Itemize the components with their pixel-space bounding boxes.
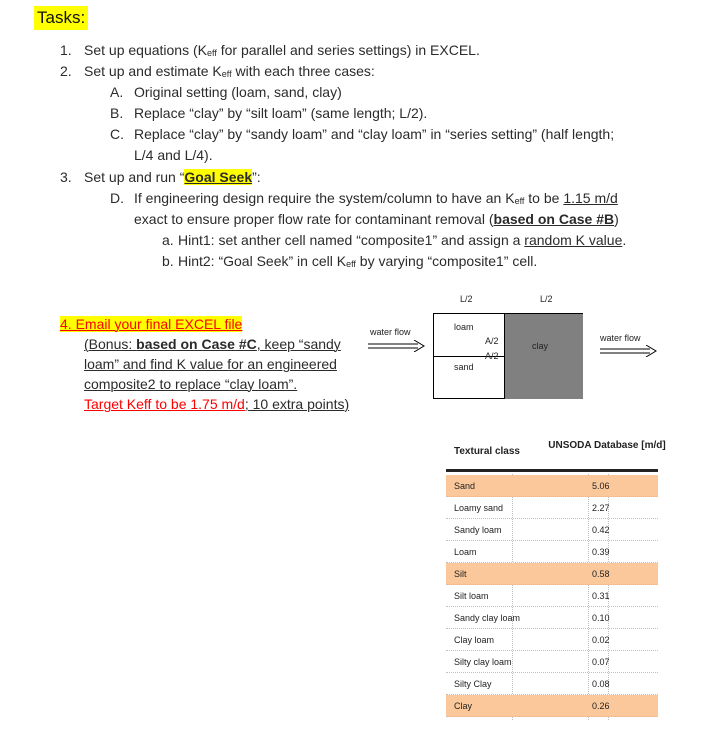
table-row bbox=[446, 519, 658, 541]
clay-block bbox=[504, 314, 583, 399]
case-a-num: A. bbox=[110, 84, 124, 100]
water-flow-in-arrow-icon bbox=[368, 340, 426, 352]
hint-1-post: . bbox=[622, 232, 627, 248]
case-d-cont bbox=[134, 209, 619, 229]
textural-class-cell: Loamy sand bbox=[454, 503, 504, 513]
case-c-cont: L/4 and L/4). bbox=[134, 147, 213, 163]
hint-2-num: b. bbox=[162, 253, 174, 269]
textural-class-cell: Silty clay loam bbox=[454, 657, 512, 667]
bonus-based-on-c: based on Case #C bbox=[136, 336, 257, 352]
table-row bbox=[446, 497, 658, 519]
case-d bbox=[110, 188, 618, 211]
label-clay: clay bbox=[532, 341, 549, 351]
hint-2 bbox=[162, 251, 537, 274]
task-3-num: 3. bbox=[60, 169, 72, 185]
bonus-line-1 bbox=[60, 334, 380, 354]
label-area-bottom: A/2 bbox=[485, 351, 499, 361]
tasks-heading: Tasks: bbox=[34, 6, 88, 30]
table-row bbox=[446, 673, 658, 695]
case-d-sub: eff bbox=[514, 196, 525, 206]
task-3 bbox=[60, 167, 261, 187]
textural-class-cell: Silty Clay bbox=[454, 679, 492, 689]
header-textural-class: Textural class bbox=[454, 446, 520, 457]
textural-class-cell: Silt bbox=[454, 569, 467, 579]
task-2 bbox=[60, 61, 375, 84]
task-1-sub: eff bbox=[206, 48, 217, 58]
table-row bbox=[446, 695, 658, 717]
conductivity-value-cell: 2.27 bbox=[592, 503, 610, 513]
target-keff-value: 1.15 m/d bbox=[563, 190, 618, 206]
case-b-text: Replace “clay” by “silt loam” (same length; L/2). bbox=[134, 105, 428, 121]
hint-2-post: by varying “composite1” cell. bbox=[355, 253, 538, 269]
conductivity-value-cell: 0.02 bbox=[592, 635, 610, 645]
water-flow-out-arrow-icon bbox=[600, 345, 658, 357]
bonus-block bbox=[60, 314, 380, 414]
task-2-num: 2. bbox=[60, 63, 72, 79]
task-3-pre: Set up and run “ bbox=[84, 169, 185, 185]
label-water-flow-out: water flow bbox=[600, 333, 641, 343]
textural-class-cell: Sandy loam bbox=[454, 525, 502, 535]
label-half-length-left: L/2 bbox=[460, 294, 473, 304]
case-c-num: C. bbox=[110, 126, 124, 142]
row-separator bbox=[446, 716, 658, 717]
conductivity-value-cell: 0.31 bbox=[592, 591, 610, 601]
label-loam: loam bbox=[454, 322, 474, 332]
table-row bbox=[446, 541, 658, 563]
case-d-cont-pre: exact to ensure proper flow rate for contaminant removal ( bbox=[134, 211, 494, 227]
case-b-num: B. bbox=[110, 105, 124, 121]
random-k-value: random K value bbox=[524, 232, 623, 248]
label-sand: sand bbox=[454, 362, 474, 372]
case-c bbox=[110, 124, 614, 144]
textural-class-cell: Loam bbox=[454, 547, 477, 557]
textural-class-cell: Clay bbox=[454, 701, 473, 711]
hint-1-pre: Hint1: set anther cell named “composite1” and assign a bbox=[178, 232, 525, 248]
table-row bbox=[446, 629, 658, 651]
conductivity-value-cell: 0.39 bbox=[592, 547, 610, 557]
conductivity-value-cell: 0.10 bbox=[592, 613, 610, 623]
label-area-top: A/2 bbox=[485, 336, 499, 346]
bonus-title-line bbox=[60, 314, 380, 334]
case-d-num: D. bbox=[110, 190, 124, 206]
bonus-line-4 bbox=[60, 394, 380, 414]
conductivity-value-cell: 5.06 bbox=[592, 481, 610, 491]
label-water-flow-in: water flow bbox=[370, 327, 411, 337]
label-half-length-right: L/2 bbox=[540, 294, 553, 304]
table-row bbox=[446, 475, 658, 497]
case-d-pre: If engineering design require the system/column to have an K bbox=[134, 190, 515, 206]
task-3-post: ”: bbox=[252, 169, 261, 185]
hint-2-pre: Hint2: “Goal Seek” in cell K bbox=[178, 253, 347, 269]
table-row bbox=[446, 563, 658, 585]
bonus-l1-pre: (Bonus: bbox=[84, 336, 137, 352]
bonus-l4-post: ; 10 extra points) bbox=[244, 396, 350, 412]
hint-2-sub: eff bbox=[346, 259, 356, 269]
header-unsoda: UNSODA Database [m/d] bbox=[548, 440, 666, 451]
table-row bbox=[446, 585, 658, 607]
based-on-case-b: based on Case #B bbox=[493, 211, 615, 227]
table-row bbox=[446, 607, 658, 629]
bonus-line-2: loam” and find K value for an engineered bbox=[84, 356, 337, 372]
goal-seek-label: Goal Seek bbox=[184, 169, 253, 185]
case-c-text: Replace “clay” by “sandy loam” and “clay loam” in “series setting” (half length; bbox=[134, 126, 615, 142]
bonus-target-keff: Target Keff to be 1.75 m/d bbox=[84, 396, 245, 412]
task-1-pre: Set up equations (K bbox=[84, 42, 207, 58]
textural-class-cell: Silt loam bbox=[454, 591, 489, 601]
conductivity-value-cell: 0.26 bbox=[592, 701, 610, 711]
case-d-cont-post: ) bbox=[614, 211, 619, 227]
task-2-sub: eff bbox=[221, 69, 232, 79]
task-1-post: for parallel and series settings) in EXCEL. bbox=[216, 42, 480, 58]
hint-1-num: a. bbox=[162, 232, 174, 248]
textural-class-cell: Sandy clay loam bbox=[454, 613, 521, 623]
case-a-text: Original setting (loam, sand, clay) bbox=[134, 84, 342, 100]
textural-class-cell: Sand bbox=[454, 481, 476, 491]
case-a bbox=[110, 82, 342, 102]
bonus-l1-post: , keep “sandy bbox=[256, 336, 341, 352]
conductivity-value-cell: 0.08 bbox=[592, 679, 610, 689]
case-d-mid: to be bbox=[524, 190, 564, 206]
bonus-title: 4. Email your final EXCEL file bbox=[60, 316, 243, 332]
conductivity-value-cell: 0.42 bbox=[592, 525, 610, 535]
table-row bbox=[446, 651, 658, 673]
hint-1 bbox=[162, 230, 626, 250]
task-2-post: with each three cases: bbox=[231, 63, 375, 79]
case-b bbox=[110, 103, 427, 123]
header-rule bbox=[446, 469, 658, 472]
textural-class-cell: Clay loam bbox=[454, 635, 495, 645]
conductivity-value-cell: 0.58 bbox=[592, 569, 610, 579]
conductivity-value-cell: 0.07 bbox=[592, 657, 610, 667]
task-1 bbox=[60, 40, 480, 63]
task-2-pre: Set up and estimate K bbox=[84, 63, 222, 79]
task-1-num: 1. bbox=[60, 42, 72, 58]
bonus-line-3: composite2 to replace “clay loam”. bbox=[84, 376, 298, 392]
